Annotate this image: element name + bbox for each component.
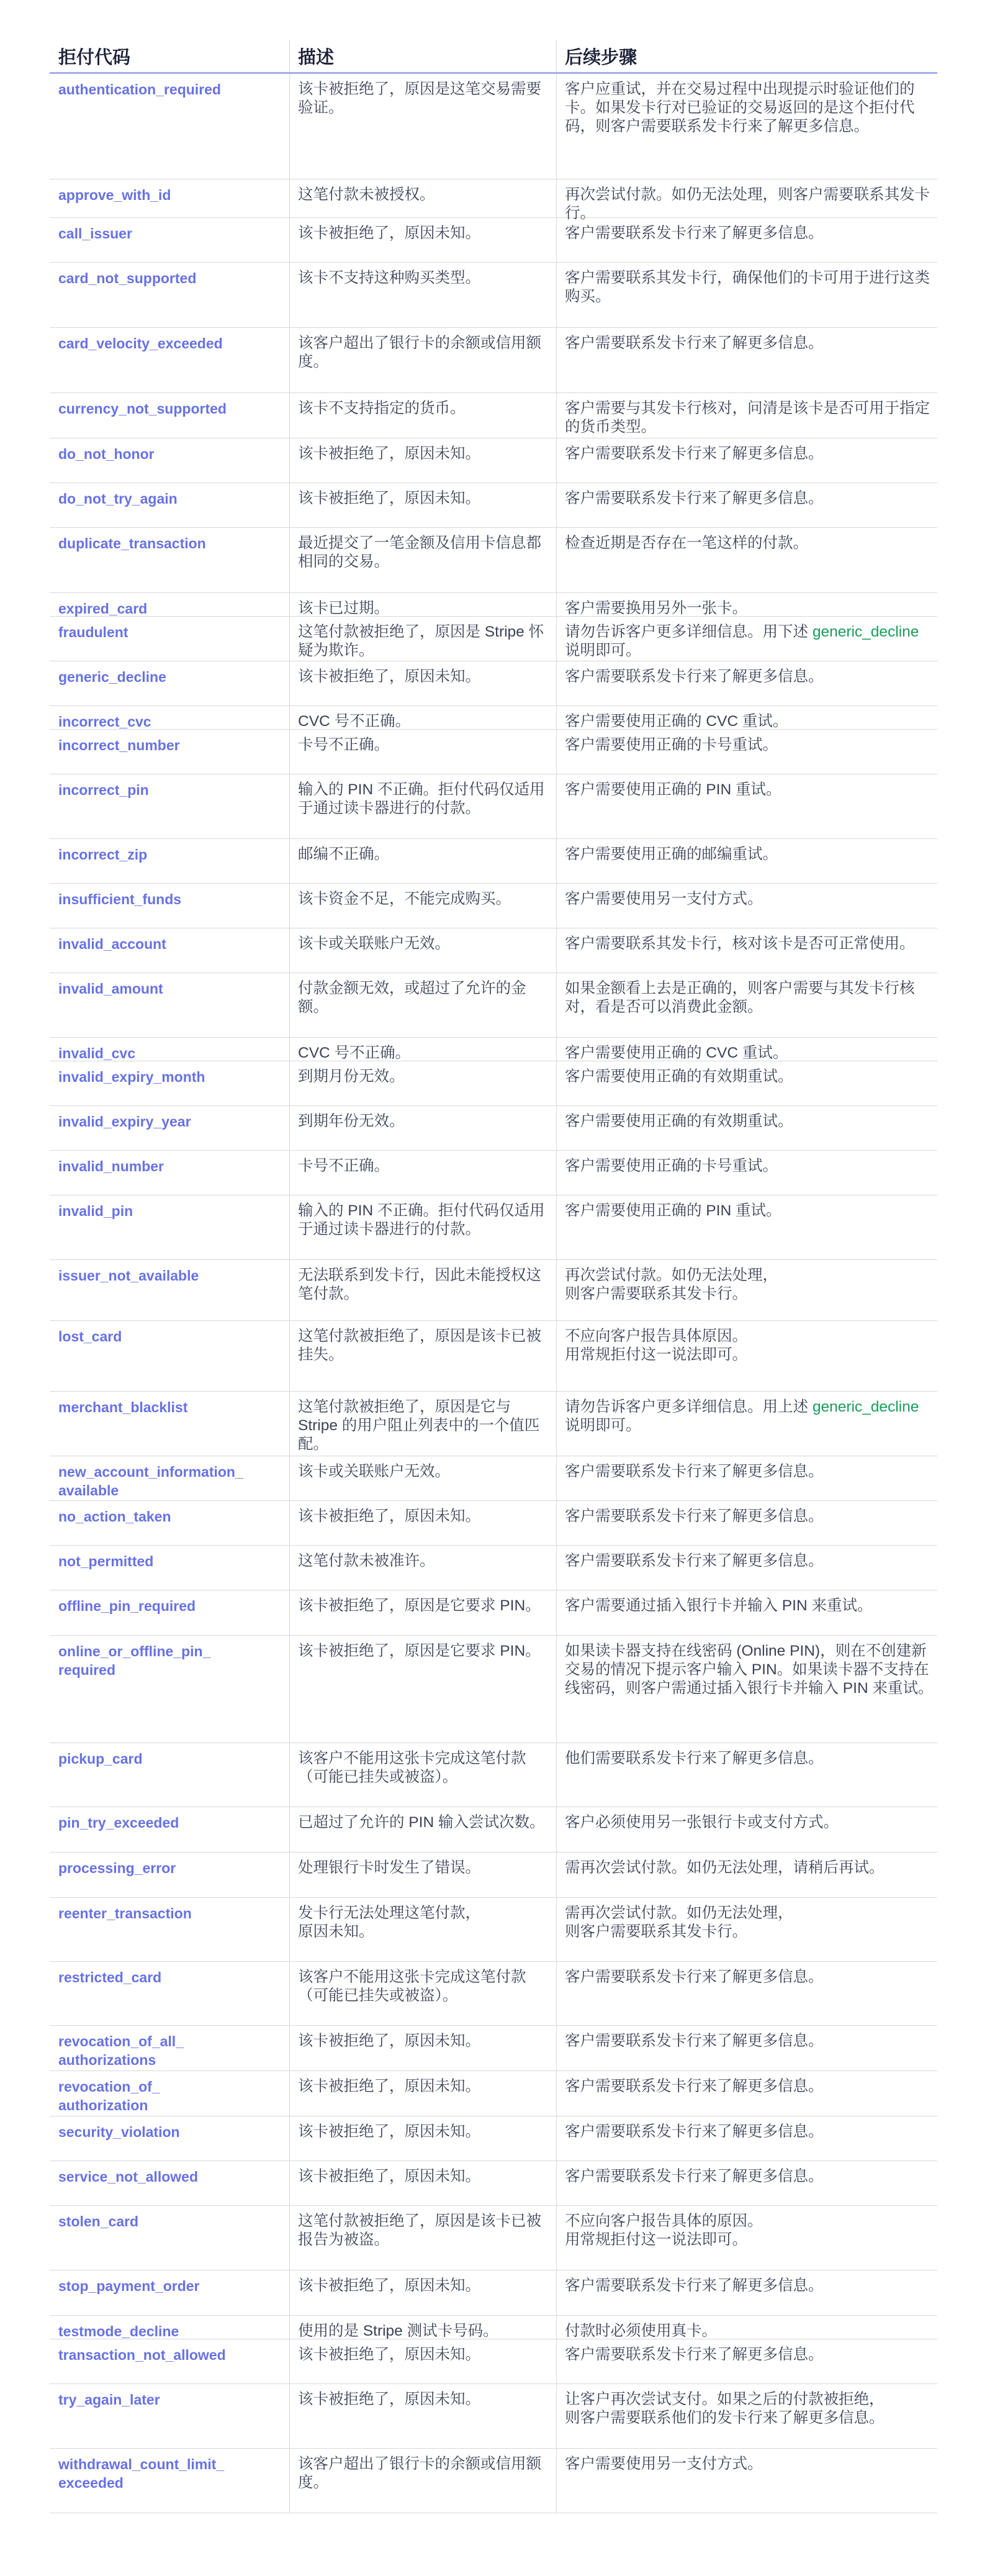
decline-code[interactable]: stop_payment_order: [58, 2278, 200, 2294]
table-row: [50, 218, 937, 263]
description-cell: 该卡被拒绝了，原因未知。: [298, 2168, 480, 2185]
next-steps-cell: 客户需要联系发卡行来了解更多信息。: [565, 335, 824, 351]
next-steps-cell: [565, 623, 934, 660]
decline-code[interactable]: restricted_card: [58, 1969, 162, 1985]
decline-code[interactable]: invalid_account: [58, 936, 166, 952]
table-row: [50, 328, 937, 393]
decline-code[interactable]: issuer_not_available: [58, 1268, 199, 1284]
next-steps-cell: 客户需要联系发卡行来了解更多信息。: [565, 1463, 824, 1480]
description-cell: 到期月份无效。: [298, 1068, 405, 1085]
description-cell: 该卡被拒绝了，原因是它要求 PIN。: [298, 1597, 541, 1614]
table-row: [50, 1151, 937, 1195]
table-row: [50, 1392, 937, 1456]
decline-code[interactable]: new_account_information_ available: [58, 1464, 243, 1499]
decline-code[interactable]: incorrect_cvc: [58, 714, 151, 730]
table-row: [50, 1590, 937, 1636]
next-steps-cell: 客户必须使用另一张银行卡或支付方式。: [565, 1814, 839, 1831]
description-cell: 该卡被拒绝了，原因未知。: [298, 490, 480, 507]
description-cell: 邮编不正确。: [298, 846, 389, 863]
description-cell: 该卡不支持这种购买类型。: [298, 270, 480, 286]
description-cell: 这笔付款被拒绝了，原因是 Stripe 怀疑为欺诈。: [298, 624, 544, 659]
description-cell: 该客户超出了银行卡的余额或信用额度。: [298, 2456, 541, 2491]
table-row: [50, 2339, 937, 2384]
decline-code[interactable]: invalid_number: [58, 1158, 164, 1174]
table-row: [50, 1807, 937, 1853]
generic-decline-link[interactable]: generic_decline: [812, 1399, 919, 1415]
description-cell: 该卡被拒绝了，原因未知。: [298, 445, 480, 462]
description-cell: 这笔付款被拒绝了，原因是它与 Stripe 的用户阻止列表中的一个值匹配。: [298, 1399, 540, 1453]
table-row: [50, 179, 937, 222]
next-steps-cell: 客户需要联系发卡行来了解更多信息。: [565, 2346, 824, 2363]
table-row: [50, 1260, 937, 1321]
table-row: [50, 661, 937, 706]
next-steps-cell: 客户需要使用正确的邮编重试。: [565, 846, 778, 863]
table-row: [50, 2071, 937, 2116]
next-steps-cell: 他们需要联系发卡行来了解更多信息。: [565, 1750, 824, 1767]
decline-code[interactable]: invalid_amount: [58, 981, 163, 997]
table-row: [50, 1321, 937, 1392]
table-row: [50, 2270, 937, 2316]
table-row: [50, 2449, 937, 2513]
description-cell: 这笔付款被拒绝了，原因是该卡已被报告为被盗。: [298, 2213, 541, 2248]
decline-code[interactable]: revocation_of_ authorization: [58, 2079, 160, 2113]
next-steps-cell: 客户需要联系发卡行来了解更多信息。: [565, 2078, 824, 2095]
table-row: [50, 1636, 937, 1743]
description-cell: 已超过了允许的 PIN 输入尝试次数。: [298, 1814, 545, 1831]
table-row: [50, 2161, 937, 2206]
next-steps-cell: 客户需要联系发卡行来了解更多信息。: [565, 668, 824, 685]
decline-code[interactable]: invalid_pin: [58, 1203, 133, 1219]
next-steps-cell: 客户需要联系发卡行来了解更多信息。: [565, 1553, 824, 1569]
next-steps-cell: 客户需要联系发卡行来了解更多信息。: [565, 2277, 824, 2294]
next-steps-cell: 付款时必须使用真卡。: [565, 2323, 717, 2339]
next-steps-cell: 客户需要使用另一支付方式。: [565, 891, 763, 907]
next-steps-cell: 不应向客户报告具体的原因。 用常规拒付这一说法即可。: [565, 2213, 763, 2248]
description-cell: 该客户不能用这张卡完成这笔付款（可能已挂失或被盗）。: [298, 1750, 526, 1785]
decline-code[interactable]: fraudulent: [58, 624, 128, 640]
table-row: [50, 1962, 937, 2026]
decline-code[interactable]: try_again_later: [58, 2392, 160, 2408]
table-row: [50, 1853, 937, 1898]
next-steps-cell: 让客户再次尝试支付。如果之后的付款被拒绝， 则客户需要联系他们的发卡行来了解更多信息。: [565, 2391, 885, 2426]
description-cell: 处理银行卡时发生了错误。: [298, 1859, 480, 1876]
next-steps-cell: 客户需要使用正确的 PIN 重试。: [565, 1202, 782, 1219]
decline-code[interactable]: withdrawal_count_limit_ exceeded: [58, 2456, 225, 2491]
description-cell: 该卡或关联账户无效。: [298, 935, 450, 952]
table-row: [50, 730, 937, 774]
table-row: [50, 884, 937, 928]
table-row: [50, 2316, 937, 2339]
next-steps-text: 请勿告诉客户更多详细信息。用下述: [565, 624, 813, 640]
description-cell: 该卡被拒绝了，原因未知。: [298, 2123, 480, 2140]
next-steps-cell: 再次尝试付款。如仍无法处理，则客户需要联系其发卡行。: [565, 186, 930, 222]
next-steps-text: 请勿告诉客户更多详细信息。用上述: [565, 1399, 813, 1415]
decline-code[interactable]: currency_not_supported: [58, 401, 227, 417]
decline-code[interactable]: stolen_card: [58, 2213, 139, 2229]
description-cell: 这笔付款被拒绝了，原因是该卡已被挂失。: [298, 1328, 541, 1363]
next-steps-cell: 客户需要使用正确的 CVC 重试。: [565, 713, 788, 730]
next-steps-cell: 客户需要使用正确的有效期重试。: [565, 1113, 793, 1130]
description-cell: 该卡资金不足，不能完成购买。: [298, 891, 511, 907]
description-cell: 该卡不支持指定的货币。: [298, 400, 466, 417]
table-row: [50, 1898, 937, 1962]
description-cell: 该卡被拒绝了，原因未知。: [298, 2033, 480, 2049]
decline-code[interactable]: duplicate_transaction: [58, 535, 206, 551]
description-cell: 该卡已过期。: [298, 600, 389, 617]
decline-code[interactable]: offline_pin_required: [58, 1598, 196, 1614]
description-cell: CVC 号不正确。: [298, 1045, 411, 1061]
next-steps-cell: 客户需要联系发卡行来了解更多信息。: [565, 225, 824, 242]
description-cell: 该卡被拒绝了，原因未知。: [298, 2391, 480, 2408]
next-steps-cell: 如果金额看上去是正确的，则客户需要与其发卡行核对，看是否可以消费此金额。: [565, 980, 915, 1015]
next-steps-cell: [565, 1398, 934, 1435]
next-steps-cell: 不应向客户报告具体原因。 用常规拒付这一说法即可。: [565, 1328, 747, 1363]
decline-code[interactable]: testmode_decline: [58, 2323, 179, 2339]
table-row: [50, 2384, 937, 2449]
decline-code[interactable]: insufficient_funds: [58, 891, 182, 907]
description-cell: 该卡被拒绝了，原因是这笔交易需要验证。: [298, 81, 541, 116]
decline-code[interactable]: generic_decline: [58, 669, 166, 685]
next-steps-cell: 客户需要与其发卡行核对，问清是该卡是否可用于指定的货币类型。: [565, 400, 930, 435]
header-next-steps: 后续步骤: [565, 47, 637, 68]
generic-decline-link[interactable]: generic_decline: [812, 624, 919, 640]
table-row: [50, 1501, 937, 1546]
description-cell: 卡号不正确。: [298, 737, 389, 753]
table-row: [50, 593, 937, 617]
description-cell: 该卡被拒绝了，原因未知。: [298, 2277, 480, 2294]
table-row: [50, 1061, 937, 1106]
decline-code[interactable]: call_issuer: [58, 225, 132, 242]
table-row: [50, 706, 937, 730]
decline-code[interactable]: no_action_taken: [58, 1508, 171, 1525]
description-cell: 该卡被拒绝了，原因是它要求 PIN。: [298, 1643, 541, 1659]
decline-code[interactable]: merchant_blacklist: [58, 1399, 188, 1415]
description-cell: 该卡或关联账户无效。: [298, 1463, 450, 1480]
decline-code[interactable]: invalid_expiry_year: [58, 1113, 191, 1130]
decline-code[interactable]: invalid_expiry_month: [58, 1069, 205, 1085]
table-row: [50, 1743, 937, 1807]
description-cell: 这笔付款未被授权。: [298, 186, 435, 203]
next-steps-cell: 如果读卡器支持在线密码 (Online PIN)，则在不创建新交易的情况下提示客户输入 PIN。如果读卡器不支持在线密码，则客户需通过插入银行卡并输入 PIN 来重试。: [565, 1643, 934, 1697]
next-steps-cell: 需再次尝试付款。如仍无法处理，请稍后再试。: [565, 1859, 885, 1876]
table-row: [50, 2206, 937, 2270]
table-row: [50, 1195, 937, 1260]
table-row: [50, 438, 937, 483]
description-cell: 该卡被拒绝了，原因未知。: [298, 2346, 480, 2363]
table-row: [50, 1106, 937, 1151]
description-cell: 发卡行无法处理这笔付款， 原因未知。: [298, 1905, 480, 1940]
decline-code[interactable]: card_velocity_exceeded: [58, 335, 223, 351]
description-cell: 该卡被拒绝了，原因未知。: [298, 668, 480, 685]
header-description: 描述: [298, 47, 335, 68]
decline-code[interactable]: incorrect_number: [58, 737, 180, 753]
next-steps-cell: 客户需要通过插入银行卡并输入 PIN 来重试。: [565, 1597, 873, 1614]
next-steps-cell: 客户需要联系发卡行来了解更多信息。: [565, 490, 824, 507]
table-row: [50, 973, 937, 1038]
table-row: [50, 2026, 937, 2071]
next-steps-cell: 客户需要使用正确的 CVC 重试。: [565, 1045, 788, 1061]
decline-code[interactable]: online_or_offline_pin_ required: [58, 1643, 211, 1678]
next-steps-cell: 客户需要联系发卡行来了解更多信息。: [565, 1508, 824, 1525]
next-steps-cell: 客户需要使用正确的有效期重试。: [565, 1068, 793, 1085]
decline-code[interactable]: card_not_supported: [58, 270, 197, 286]
next-steps-cell: 客户需要联系发卡行来了解更多信息。: [565, 1969, 824, 1985]
table-row: [50, 839, 937, 884]
decline-code[interactable]: invalid_cvc: [58, 1045, 136, 1061]
decline-code[interactable]: processing_error: [58, 1860, 176, 1876]
next-steps-cell: 再次尝试付款。如仍无法处理， 则客户需要联系其发卡行。: [565, 1267, 778, 1302]
table-row: [50, 393, 937, 438]
decline-code[interactable]: security_violation: [58, 2124, 180, 2140]
next-steps-cell: 客户需要联系其发卡行，核对该卡是否可正常使用。: [565, 935, 915, 952]
next-steps-cell: 客户需要联系发卡行来了解更多信息。: [565, 2033, 824, 2049]
decline-code[interactable]: lost_card: [58, 1328, 122, 1345]
decline-code[interactable]: incorrect_pin: [58, 782, 149, 798]
table-row: [50, 774, 937, 839]
decline-code[interactable]: do_not_honor: [58, 446, 155, 462]
next-steps-cell: 检查近期是否存在一笔这样的付款。: [565, 535, 808, 551]
table-row: [50, 483, 937, 528]
next-steps-text: 说明即可。: [565, 1417, 641, 1434]
decline-codes-table: [50, 40, 937, 2513]
table-row: [50, 263, 937, 328]
description-cell: 到期年份无效。: [298, 1113, 405, 1130]
description-cell: 该客户超出了银行卡的余额或信用额度。: [298, 335, 541, 370]
table-row: [50, 617, 937, 661]
description-cell: 该卡被拒绝了，原因未知。: [298, 225, 480, 242]
next-steps-cell: 需再次尝试付款。如仍无法处理， 则客户需要联系其发卡行。: [565, 1905, 793, 1940]
description-cell: 最近提交了一笔金额及信用卡信息都相同的交易。: [298, 535, 541, 570]
description-cell: 该卡被拒绝了，原因未知。: [298, 1508, 480, 1525]
table-header: [50, 40, 937, 74]
next-steps-cell: 客户需要使用正确的 PIN 重试。: [565, 781, 782, 798]
table-row: [50, 1038, 937, 1061]
decline-code[interactable]: do_not_try_again: [58, 491, 178, 507]
table-row: [50, 1456, 937, 1501]
description-cell: 使用的是 Stripe 测试卡号码。: [298, 2323, 498, 2339]
table-body: [50, 74, 937, 2513]
description-cell: 卡号不正确。: [298, 1158, 389, 1174]
table-row: [50, 1546, 937, 1590]
decline-code[interactable]: not_permitted: [58, 1553, 154, 1569]
decline-code[interactable]: incorrect_zip: [58, 846, 148, 863]
table-row: [50, 74, 937, 179]
decline-code[interactable]: pickup_card: [58, 1751, 143, 1767]
description-cell: 这笔付款未被准许。: [298, 1553, 435, 1569]
next-steps-cell: 客户需要联系发卡行来了解更多信息。: [565, 2123, 824, 2140]
next-steps-cell: 客户需要联系其发卡行，确保他们的卡可用于进行这类购买。: [565, 270, 930, 305]
description-cell: 付款金额无效，或超过了允许的金额。: [298, 980, 526, 1015]
table-row: [50, 528, 937, 593]
next-steps-text: 说明即可。: [565, 642, 641, 659]
next-steps-cell: 客户需要联系发卡行来了解更多信息。: [565, 445, 824, 462]
decline-code[interactable]: expired_card: [58, 601, 148, 617]
description-cell: 无法联系到发卡行，因此未能授权这笔付款。: [298, 1267, 541, 1302]
next-steps-cell: 客户需要换用另外一张卡。: [565, 600, 747, 617]
next-steps-cell: 客户应重试，并在交易过程中出现提示时验证他们的卡。如果发卡行对已验证的交易返回的是这个拒付代码，则客户需要联系发卡行来了解更多信息。: [565, 81, 915, 135]
next-steps-cell: 客户需要使用正确的卡号重试。: [565, 737, 778, 753]
decline-code[interactable]: approve_with_id: [58, 187, 171, 203]
decline-code[interactable]: reenter_transaction: [58, 1905, 192, 1921]
decline-code[interactable]: authentication_required: [58, 81, 221, 98]
next-steps-cell: 客户需要联系发卡行来了解更多信息。: [565, 2168, 824, 2185]
description-cell: CVC 号不正确。: [298, 713, 411, 730]
decline-code[interactable]: revocation_of_all_ authorizations: [58, 2033, 184, 2068]
table-row: [50, 928, 937, 973]
description-cell: 该客户不能用这张卡完成这笔付款（可能已挂失或被盗）。: [298, 1969, 526, 2004]
next-steps-cell: 客户需要使用正确的卡号重试。: [565, 1158, 778, 1174]
description-cell: 输入的 PIN 不正确。拒付代码仅适用于通过读卡器进行的付款。: [298, 781, 545, 817]
decline-code[interactable]: service_not_allowed: [58, 2169, 198, 2185]
description-cell: 输入的 PIN 不正确。拒付代码仅适用于通过读卡器进行的付款。: [298, 1202, 545, 1238]
decline-code[interactable]: pin_try_exceeded: [58, 1815, 179, 1831]
header-code: 拒付代码: [58, 47, 131, 68]
table-row: [50, 2116, 937, 2161]
next-steps-cell: 客户需要使用另一支付方式。: [565, 2456, 763, 2472]
decline-code[interactable]: transaction_not_allowed: [58, 2347, 226, 2363]
description-cell: 该卡被拒绝了，原因未知。: [298, 2078, 480, 2095]
